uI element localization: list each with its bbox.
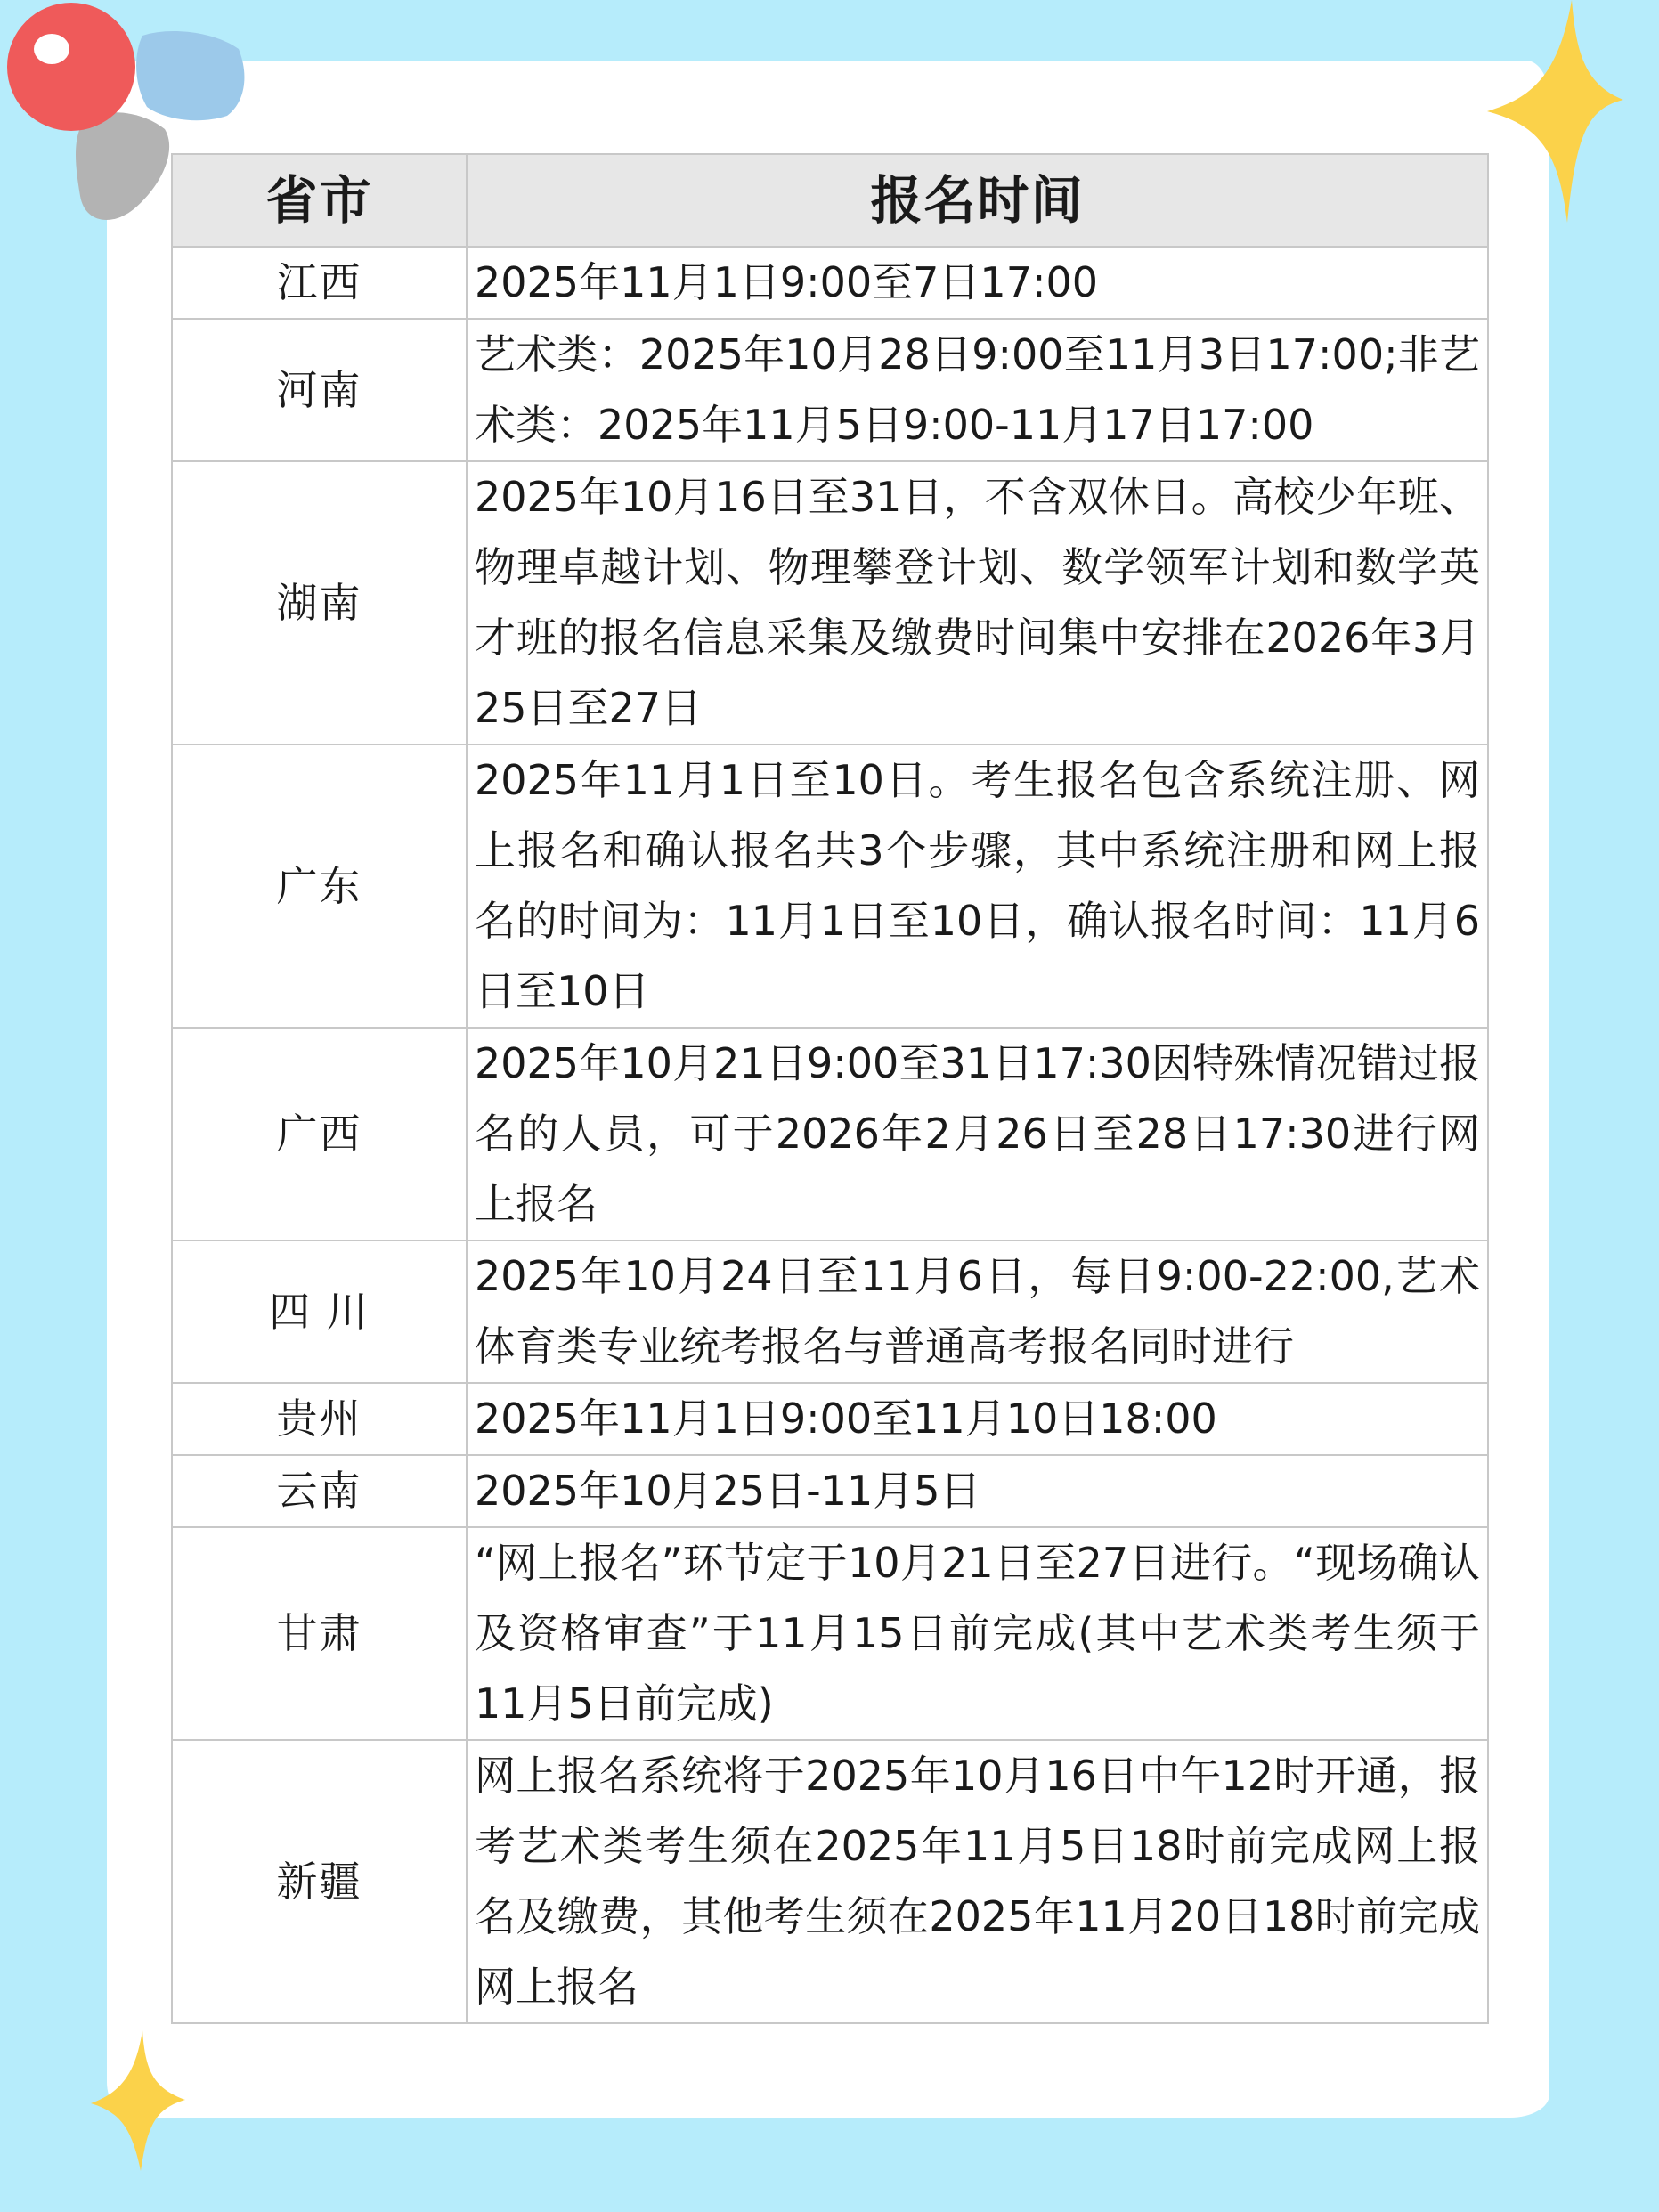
table-row (172, 1028, 1488, 1240)
time-cell: 2025年10月24日至11月6日，每日9:00-22:00,艺术体育类专业统考报名与普通高考报名同时进行 (467, 1240, 1488, 1383)
table-row (172, 1527, 1488, 1740)
table-row (172, 744, 1488, 1028)
time-cell: 2025年10月25日-11月5日 (467, 1455, 1488, 1527)
table-row (172, 1740, 1488, 2023)
time-cell: 2025年11月1日至10日。考生报名包含系统注册、网上报名和确认报名共3个步骤，其中系统注册和网上报名的时间为：11月1日至10日，确认报名时间：11月6日至10日 (467, 744, 1488, 1028)
sparkle-star-icon (1483, 0, 1625, 232)
pin-red-head (7, 3, 135, 131)
time-cell: “网上报名”环节定于10月21日至27日进行。“现场确认及资格审查”于11月15日前完成(其中艺术类考生须于11月5日前完成) (467, 1527, 1488, 1740)
province-cell: 河南 (172, 319, 467, 461)
province-cell: 云南 (172, 1455, 467, 1527)
pin-highlight (34, 34, 69, 64)
column-header-province: 省市 (172, 154, 467, 247)
time-cell: 2025年11月1日9:00至7日17:00 (467, 247, 1488, 319)
time-cell: 2025年11月1日9:00至11月10日18:00 (467, 1383, 1488, 1455)
province-cell: 四 川 (172, 1240, 467, 1383)
table-row (172, 461, 1488, 744)
province-cell: 新疆 (172, 1740, 467, 2023)
time-cell: 2025年10月16日至31日，不含双休日。高校少年班、物理卓越计划、物理攀登计划、数学领军计划和数学英才班的报名信息采集及缴费时间集中安排在2026年3月25日至27日 (467, 461, 1488, 744)
pin-blue-shape (136, 31, 244, 120)
column-header-time: 报名时间 (467, 154, 1488, 247)
time-cell: 艺术类：2025年10月28日9:00至11月3日17:00;非艺术类：2025年11月5日9:00-11月17日17:00 (467, 319, 1488, 461)
province-cell: 广西 (172, 1028, 467, 1240)
table-header-row (172, 154, 1488, 247)
table-row (172, 247, 1488, 319)
table-row (172, 319, 1488, 461)
time-cell: 2025年10月21日9:00至31日17:30因特殊情况错过报名的人员，可于2026年2月26日至28日17:30进行网上报名 (467, 1028, 1488, 1240)
table-row (172, 1455, 1488, 1527)
province-cell: 江西 (172, 247, 467, 319)
table-row (172, 1240, 1488, 1383)
sparkle-star-icon (89, 2030, 187, 2173)
table-row (172, 1383, 1488, 1455)
province-cell: 贵州 (172, 1383, 467, 1455)
registration-table (171, 153, 1489, 2024)
province-cell: 湖南 (172, 461, 467, 744)
province-cell: 广东 (172, 744, 467, 1028)
pin-gray-shape (76, 112, 169, 220)
time-cell: 网上报名系统将于2025年10月16日中午12时开通，报考艺术类考生须在2025年11月5日18时前完成网上报名及缴费，其他考生须在2025年11月20日18时前完成网上报名 (467, 1740, 1488, 2023)
province-cell: 甘肃 (172, 1527, 467, 1740)
